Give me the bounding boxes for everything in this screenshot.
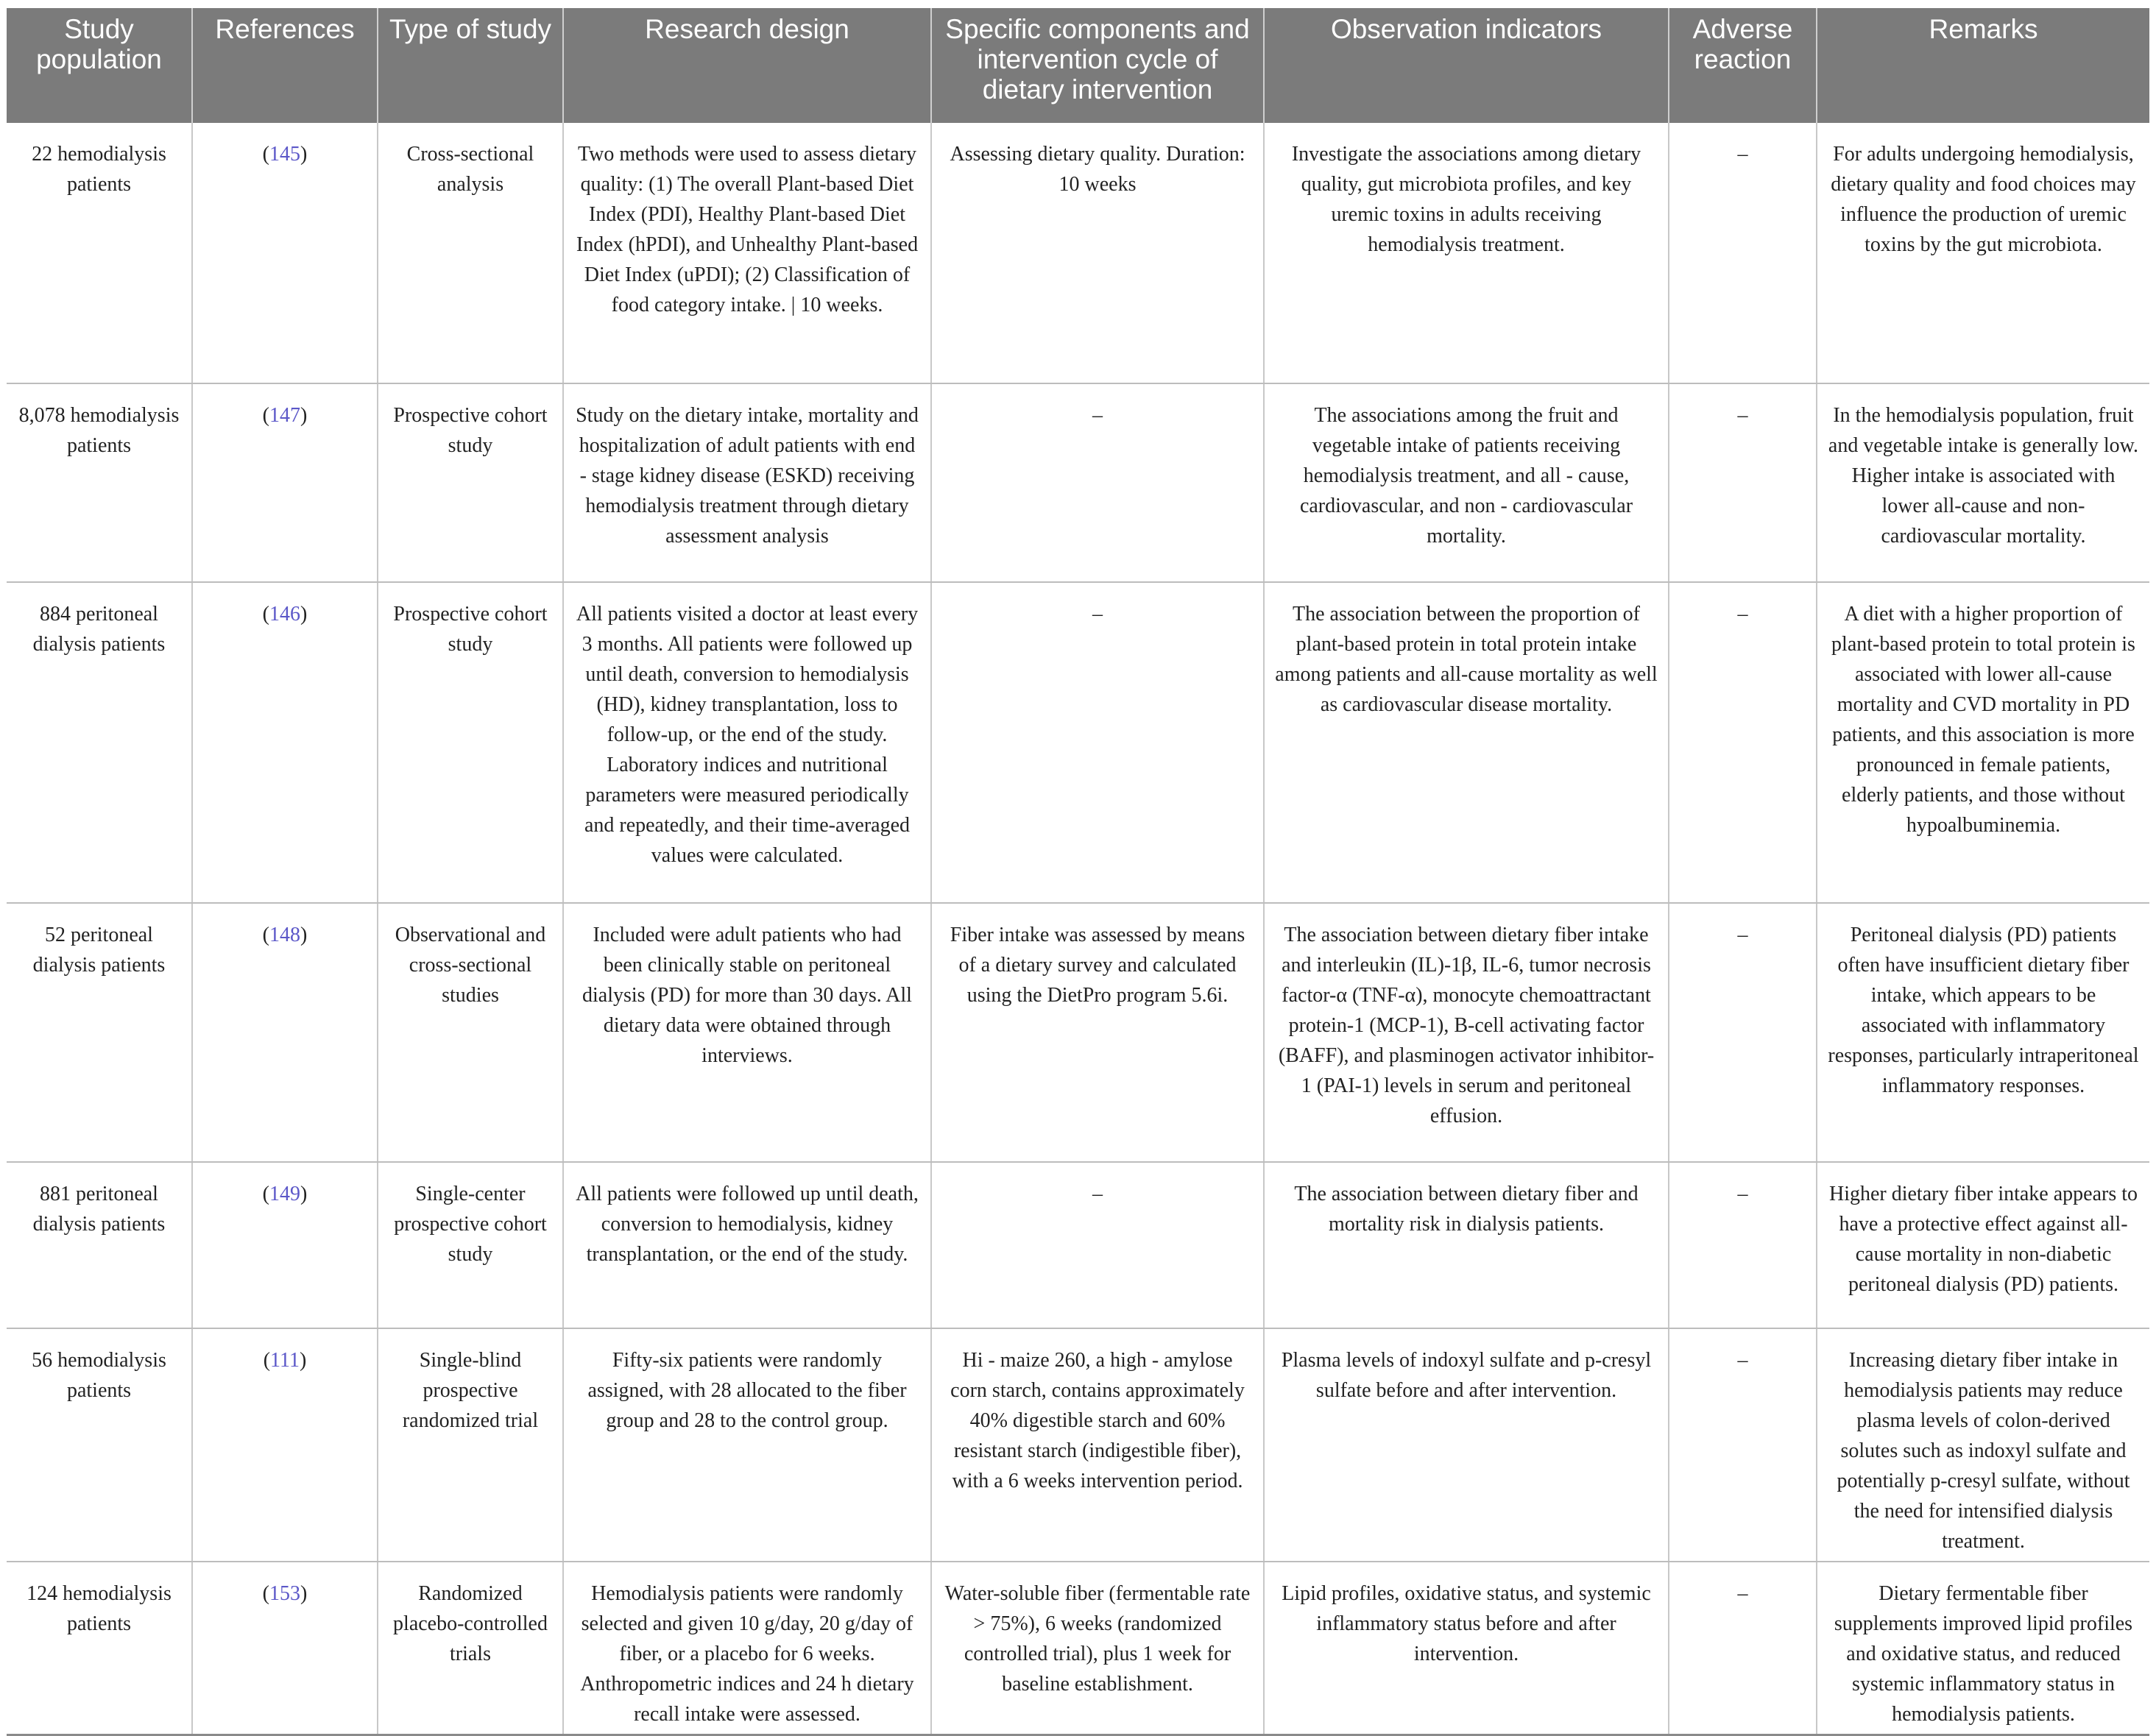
cell-indicators: The association between dietary fiber intake and interleukin (IL)-1β, IL-6, tumor necrosis factor-α (TNF-α), monocyte chemoattractant protein-1 (MCP-1), B-cell activating factor (BAFF), and plasminogen activator inhibitor-1 (PAI-1) levels in serum and peritoneal effusion. (1264, 903, 1669, 1162)
cell-indicators: Lipid profiles, oxidative status, and systemic inflammatory status before and after intervention. (1264, 1562, 1669, 1735)
reference-link[interactable]: 149 (269, 1183, 300, 1205)
cell-adverse: – (1669, 903, 1817, 1162)
cell-type: Prospective cohort study (378, 582, 563, 903)
cell-reference: (153) (192, 1562, 378, 1735)
cell-design: Two methods were used to assess dietary quality: (1) The overall Plant-based Diet Index (PDI), Healthy Plant-based Diet Index (hPDI), and Unhealthy Plant-based Diet Index (uPDI); (2) Classification of food category intake. | 10 weeks. (563, 123, 931, 383)
cell-reference: (145) (192, 123, 378, 383)
header-references: References (192, 8, 378, 123)
cell-adverse: – (1669, 123, 1817, 383)
cell-type: Single-center prospective cohort study (378, 1162, 563, 1328)
cell-population: 884 peritoneal dialysis patients (7, 582, 192, 903)
cell-design: All patients visited a doctor at least every 3 months. All patients were followed up until death, conversion to hemodialysis (HD), kidney transplantation, loss to follow-up, or the end of the study. Laboratory indices and nutritional parameters were measured periodically and repeatedly, and their time-averaged values were calculated. (563, 582, 931, 903)
header-observation-indicators: Observation indicators (1264, 8, 1669, 123)
cell-design: Hemodialysis patients were randomly selected and given 10 g/day, 20 g/day of fiber, or a placebo for 6 weeks. Anthropometric indices and 24 h dietary recall intake were assessed. (563, 1562, 931, 1735)
cell-indicators: The association between the proportion of plant-based protein in total protein intake among patients and all-cause mortality as well as cardiovascular disease mortality. (1264, 582, 1669, 903)
cell-population: 124 hemodialysis patients (7, 1562, 192, 1735)
header-research-design: Research design (563, 8, 931, 123)
cell-type: Cross-sectional analysis (378, 123, 563, 383)
header-row (7, 8, 2149, 123)
cell-components: – (931, 383, 1264, 582)
header-type-of-study: Type of study (378, 8, 563, 123)
cell-population: 881 peritoneal dialysis patients (7, 1162, 192, 1328)
cell-population: 22 hemodialysis patients (7, 123, 192, 383)
cell-remarks: Higher dietary fiber intake appears to have a protective effect against all-cause mortality in non-diabetic peritoneal dialysis (PD) patients. (1817, 1162, 2149, 1328)
header-remarks: Remarks (1817, 8, 2149, 123)
table-row (7, 903, 2149, 1162)
cell-remarks: Peritoneal dialysis (PD) patients often have insufficient dietary fiber intake, which appears to be associated with inflammatory responses, particularly intraperitoneal inflammatory responses. (1817, 903, 2149, 1162)
cell-remarks: Increasing dietary fiber intake in hemodialysis patients may reduce plasma levels of colon-derived solutes such as indoxyl sulfate and potentially p-cresyl sulfate, without the need for intensified dialysis treatment. (1817, 1328, 2149, 1562)
cell-adverse: – (1669, 1562, 1817, 1735)
reference-link[interactable]: 145 (269, 143, 300, 166)
cell-population: 8,078 hemodialysis patients (7, 383, 192, 582)
table-row (7, 383, 2149, 582)
cell-reference: (147) (192, 383, 378, 582)
cell-reference: (111) (192, 1328, 378, 1562)
cell-remarks: Dietary fermentable fiber supplements improved lipid profiles and oxidative status, and reduced systemic inflammatory status in hemodialysis patients. (1817, 1562, 2149, 1735)
cell-population: 56 hemodialysis patients (7, 1328, 192, 1562)
header-study-population: Study population (7, 8, 192, 123)
cell-type: Observational and cross-sectional studies (378, 903, 563, 1162)
cell-adverse: – (1669, 1328, 1817, 1562)
cell-adverse: – (1669, 582, 1817, 903)
reference-link[interactable]: 153 (269, 1582, 300, 1605)
reference-link[interactable]: 111 (270, 1349, 300, 1372)
cell-remarks: For adults undergoing hemodialysis, dietary quality and food choices may influence the production of uremic toxins by the gut microbiota. (1817, 123, 2149, 383)
cell-components: Fiber intake was assessed by means of a dietary survey and calculated using the DietPro program 5.6i. (931, 903, 1264, 1162)
cell-indicators: Investigate the associations among dietary quality, gut microbiota profiles, and key uremic toxins in adults receiving hemodialysis treatment. (1264, 123, 1669, 383)
table-row (7, 1328, 2149, 1562)
table-row (7, 1562, 2149, 1735)
cell-design: Included were adult patients who had been clinically stable on peritoneal dialysis (PD) for more than 30 days. All dietary data were obtained through interviews. (563, 903, 931, 1162)
cell-indicators: The association between dietary fiber and mortality risk in dialysis patients. (1264, 1162, 1669, 1328)
reference-link[interactable]: 147 (269, 404, 300, 427)
cell-components: Water-soluble fiber (fermentable rate > 75%), 6 weeks (randomized controlled trial), plus 1 week for baseline establishment. (931, 1562, 1264, 1735)
cell-remarks: A diet with a higher proportion of plant-based protein to total protein is associated with lower all-cause mortality and CVD mortality in PD patients, and this association is more pronounced in female patients, elderly patients, and those without hypoalbuminemia. (1817, 582, 2149, 903)
table-row (7, 123, 2149, 383)
cell-components: – (931, 1162, 1264, 1328)
cell-population: 52 peritoneal dialysis patients (7, 903, 192, 1162)
table-row (7, 1162, 2149, 1328)
cell-type: Single-blind prospective randomized trial (378, 1328, 563, 1562)
cell-remarks: In the hemodialysis population, fruit and vegetable intake is generally low. Higher intake is associated with lower all-cause and non-cardiovascular mortality. (1817, 383, 2149, 582)
cell-components: Assessing dietary quality. Duration: 10 weeks (931, 123, 1264, 383)
cell-adverse: – (1669, 383, 1817, 582)
cell-indicators: The associations among the fruit and vegetable intake of patients receiving hemodialysis treatment, and all - cause, cardiovascular, and non - cardiovascular mortality. (1264, 383, 1669, 582)
cell-indicators: Plasma levels of indoxyl sulfate and p-cresyl sulfate before and after intervention. (1264, 1328, 1669, 1562)
cell-type: Prospective cohort study (378, 383, 563, 582)
table-row (7, 582, 2149, 903)
cell-reference: (149) (192, 1162, 378, 1328)
cell-design: All patients were followed up until death, conversion to hemodialysis, kidney transplantation, or the end of the study. (563, 1162, 931, 1328)
cell-design: Study on the dietary intake, mortality and hospitalization of adult patients with end - stage kidney disease (ESKD) receiving hemodialysis treatment through dietary assessment analysis (563, 383, 931, 582)
header-adverse-reaction: Adverse reaction (1669, 8, 1817, 123)
cell-components: Hi - maize 260, a high - amylose corn starch, contains approximately 40% digestible starch and 60% resistant starch (indigestible fiber), with a 6 weeks intervention period. (931, 1328, 1264, 1562)
reference-link[interactable]: 146 (269, 603, 300, 626)
cell-reference: (148) (192, 903, 378, 1162)
cell-adverse: – (1669, 1162, 1817, 1328)
reference-link[interactable]: 148 (269, 924, 300, 946)
studies-table (7, 8, 2149, 1736)
cell-type: Randomized placebo-controlled trials (378, 1562, 563, 1735)
header-intervention-components: Specific components and intervention cycle of dietary intervention (931, 8, 1264, 123)
cell-components: – (931, 582, 1264, 903)
cell-reference: (146) (192, 582, 378, 903)
cell-design: Fifty-six patients were randomly assigned, with 28 allocated to the fiber group and 28 to the control group. (563, 1328, 931, 1562)
